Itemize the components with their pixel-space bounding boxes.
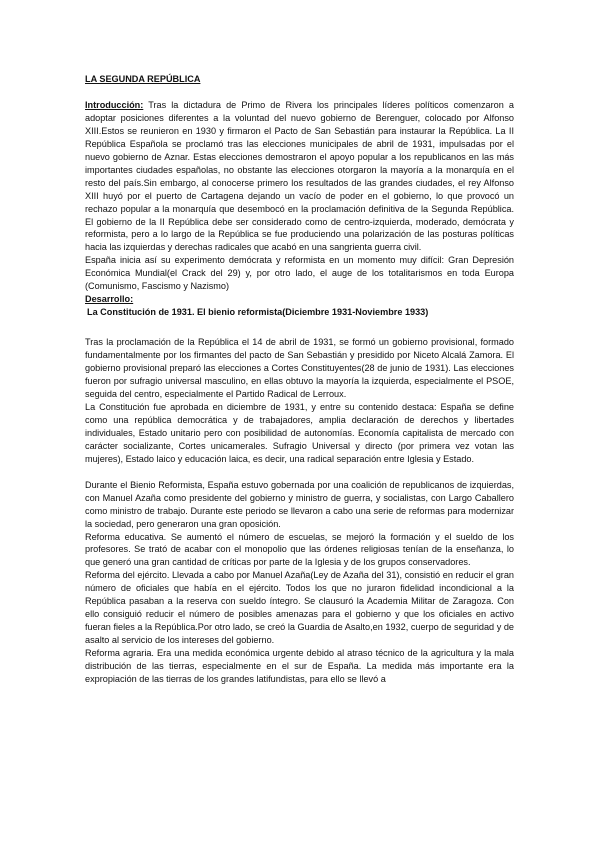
paragraph-reforma-educativa: Reforma educativa. Se aumentó el número de escuelas, se mejoró la formación y el sueldo de los profesores. Se trató de acabar con el monopolio que las órdenes religiosas tenían de la enseñanza, lo que generó una gran cantidad de críticas por parte de la Iglesia y de los grupos conservadores. bbox=[85, 531, 514, 568]
development-heading: Desarrollo: bbox=[85, 294, 134, 305]
paragraph-reforma-agraria: Reforma agraria. Era una medida económica urgente debido al atraso técnico de la agricultura y la mala distribución de las tierras, especialmente en el sur de España. La medida más importante era la expropiación de las tierras de los grandes latifundistas, para ello se llevó a bbox=[85, 648, 514, 684]
intro-paragraph-2: España inicia así su experimento demócrata y reformista en un momento muy difícil: Gran Depresión Económica Mundial(el Crack del 29) y, por otro lado, el auge de los totalitarismos en toda Europa (Comunismo, Fascismo y Nazismo) bbox=[85, 255, 514, 292]
intro-label: Introducción: bbox=[85, 99, 144, 110]
intro-paragraph bbox=[85, 99, 514, 254]
paragraph-constitution: La Constitución fue aprobada en diciembre de 1931, y entre su contenido destaca: España se define como una república democrática y de trabajadores, amplia declaración de derechos y libertades individuales, Estado unitario pero con posibilidad de autonomías. Economía capitalista de mercado con carácter socializante, Cortes unicamerales. Sufragio Universal y directo (por primera vez votan las mujeres), Estado laico y educación laica, es decir, una radical separación entre Iglesia y Estado. bbox=[85, 401, 514, 464]
paragraph-bienio-reformista: Durante el Bienio Reformista, España estuvo gobernada por una coalición de republicanos de izquierdas, con Manuel Azaña como presidente del gobierno y ministro de guerra, y socialistas, con Largo Caballero como ministro de trabajo. Durante este periodo se llevaron a cabo una serie de reformas para modernizar la sociedad, pero generaron una gran oposición. bbox=[85, 479, 514, 529]
intro-text: Tras la dictadura de Primo de Rivera los principales líderes políticos comenzaron a adoptar posiciones diferentes a la voluntad del nuevo gobierno de Berenguer, colocado por Alfonso XIII.Estos se reunieron en 1930 y firmaron el Pacto de San Sebastián para instaurar la República. La II República Española se proclamó tras las elecciones municipales de abril de 1931, impulsadas por el nuevo gobierno de Aznar. Estas elecciones demostraron el apoyo popular a los republicanos en las más importantes ciudades españolas, no obstante las elecciones otorgaron la mayoría a la monarquía en el resto del país.Sin embargo, al conocerse primero los resultados de las grandes ciudades, el rey Alfonso XIII huyó por el puerto de Cartagena dejando un vacío de poder en el gobierno, lo que provocó un rechazo popular a la monarquía que desembocó en la proclamación definitiva de la Segunda República. El gobierno de la II República debe ser considerado como de centro-izquierda, moderado, demócrata y reformista, pero a lo largo de la República se fue produciendo una polarización de las posturas políticas hacia las izquierdas y derechas radicales que acabó en una sangrienta guerra civil. bbox=[85, 99, 514, 253]
constitution-subheading: La Constitución de 1931. El bienio reformista(Diciembre 1931-Noviembre 1933) bbox=[87, 307, 429, 318]
spacer bbox=[85, 319, 514, 336]
document-body bbox=[85, 73, 514, 686]
paragraph-provisional-government: Tras la proclamación de la República el 14 de abril de 1931, se formó un gobierno provisional, formado fundamentalmente por los firmantes del pacto de San Sebastián y presidido por Niceto Alcalá Zamora. El gobierno provisional preparó las elecciones a Cortes Constituyentes(28 de junio de 1931). Las elecciones fueron por sufragio universal masculino, en ellas obtuvo la mayoría la izquierda, especialmente el PSOE, seguida del centro, especialmente el Partido Radical de Lerroux. bbox=[85, 337, 514, 399]
document-title: LA SEGUNDA REPÚBLICA bbox=[85, 74, 201, 84]
spacer bbox=[85, 466, 514, 479]
paragraph-reforma-ejercito: Reforma del ejército. Llevada a cabo por Manuel Azaña(Ley de Azaña del 31), consistió en reducir el gran número de oficiales que había en el ejército. Todos los que no juraron fidelidad incondicional a la República pasaban a la reserva con sueldo íntegro. Se clausuró la Academia Militar de Zaragoza. Con ello consiguió reducir el número de posibles amenazas para el gobierno y que los oficiales en activo fueran fieles a la República.Por otro lado, se creó la Guardia de Asalto,en 1932, cuerpo de seguridad y de asalto al servicio de los intereses del gobierno. bbox=[85, 570, 514, 646]
